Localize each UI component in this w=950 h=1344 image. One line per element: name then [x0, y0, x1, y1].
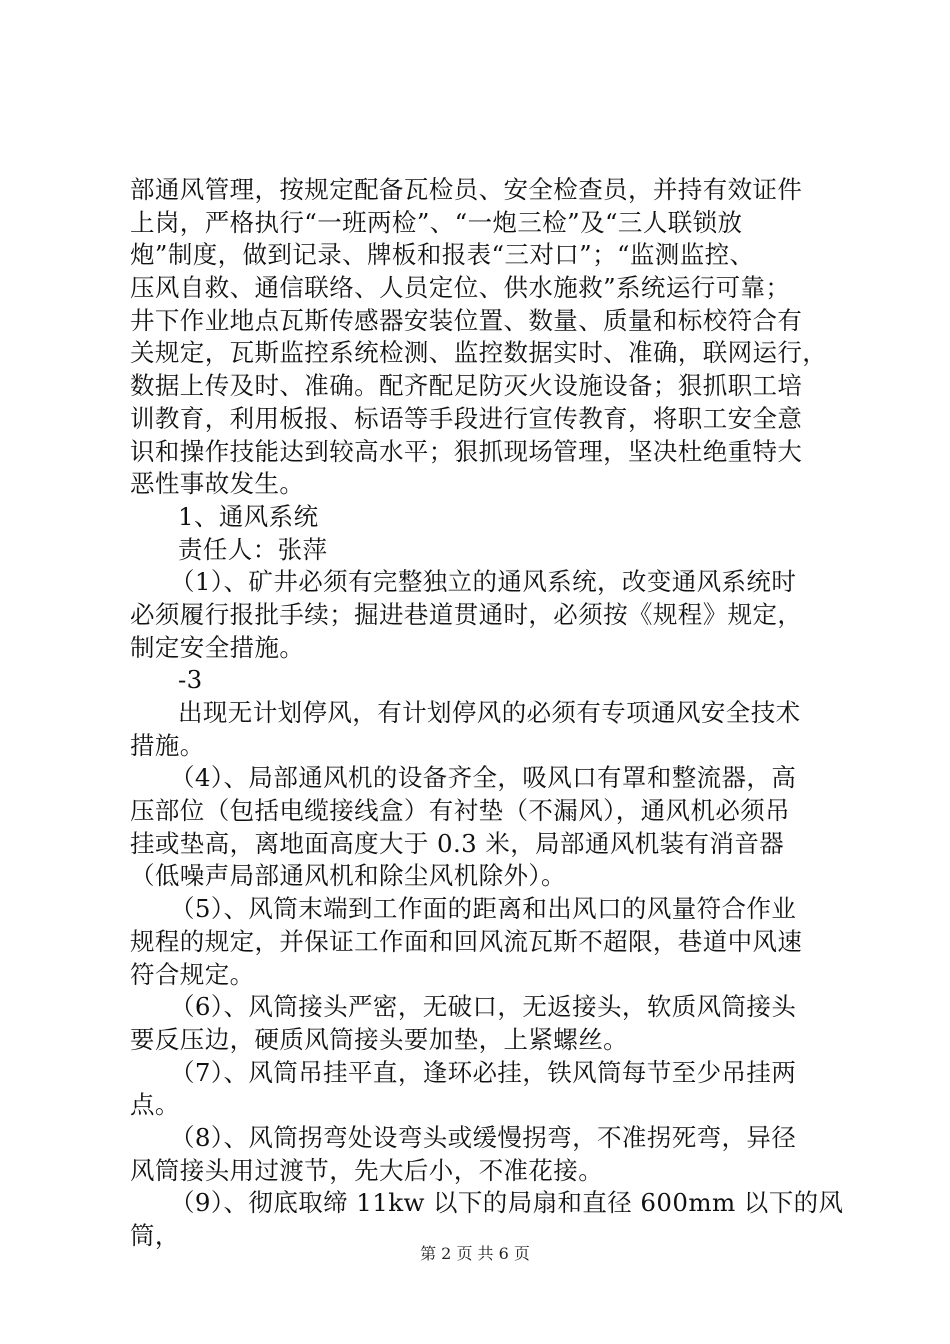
text-line: 上岗，严格执行“一班两检”、“一炮三检”及“三人联锁放: [130, 207, 743, 237]
text-line: （7）、风筒吊挂平直，逢环必挂，铁风筒每节至少吊挂两: [170, 1057, 797, 1087]
text-line: （低噪声局部通风机和除尘风机除外）。: [130, 861, 566, 891]
text-line: 出现无计划停风，有计划停风的必须有专项通风安全技术: [178, 698, 801, 727]
text-line: 关规定，瓦斯监控系统检测、监控数据实时、准确，联网运行，: [130, 338, 828, 368]
text-line: 筒，: [130, 1221, 180, 1250]
text-line: 规程的规定，并保证工作面和回风流瓦斯不超限，巷道中风速: [130, 926, 803, 956]
text-line: 压部位（包括电缆接线盒）有衬垫（不漏风），通风机必须吊: [130, 796, 791, 826]
text-line: 训教育，利用板报、标语等手段进行宣传教育，将职工安全意: [130, 403, 803, 433]
text-line: 炮”制度，做到记录、牌板和报表“三对口”；“监测监控、: [130, 240, 755, 270]
text-line: 措施。: [130, 730, 205, 760]
page-footer: 第 2 页 共 6 页: [420, 1244, 530, 1263]
text-line: 必须履行报批手续；掘进巷道贯通时，必须按《规程》规定，: [130, 599, 803, 629]
text-line: 制定安全措施。: [130, 632, 305, 662]
text-line: 识和操作技能达到较高水平；狠抓现场管理，坚决杜绝重特大: [130, 436, 803, 466]
text-line: 责任人：张萍: [178, 534, 328, 564]
text-line: （4）、局部通风机的设备齐全，吸风口有罩和整流器，高: [170, 763, 797, 793]
text-line: 数据上传及时、准确。配齐配足防灭火设施设备；狠抓职工培: [130, 371, 803, 401]
text-line: -3: [178, 665, 203, 695]
text-line: （8）、风筒拐弯处设弯头或缓慢拐弯，不准拐死弯，异径: [170, 1122, 797, 1152]
text-line: 挂或垫高，离地面高度大于 0.3 米，局部通风机装有消音器: [130, 828, 785, 858]
text-line: 恶性事故发生。: [130, 469, 305, 499]
text-line: 风筒接头用过渡节，先大后小，不准花接。: [130, 1155, 604, 1185]
text-line: 点。: [130, 1090, 180, 1120]
text-line: 1、通风系统: [178, 501, 319, 531]
text-line: （9）、彻底取缔 11kw 以下的局扇和直径 600mm 以下的风: [170, 1188, 844, 1218]
text-line: （1）、矿井必须有完整独立的通风系统，改变通风系统时: [170, 567, 797, 597]
text-line: 井下作业地点瓦斯传感器安装位置、数量、质量和标校符合有: [130, 305, 803, 335]
text-line: 部通风管理，按规定配备瓦检员、安全检查员，并持有效证件: [130, 175, 803, 204]
text-line: （6）、风筒接头严密，无破口，无返接头，软质风筒接头: [170, 992, 797, 1022]
document-body: [130, 174, 850, 1253]
text-line: 压风自救、通信联络、人员定位、供水施救”系统运行可靠；: [130, 273, 791, 303]
text-line: 符合规定。: [130, 959, 255, 989]
text-line: （5）、风筒末端到工作面的距离和出风口的风量符合作业: [170, 894, 797, 924]
text-line: 要反压边，硬质风筒接头要加垫，上紧螺丝。: [130, 1024, 628, 1054]
